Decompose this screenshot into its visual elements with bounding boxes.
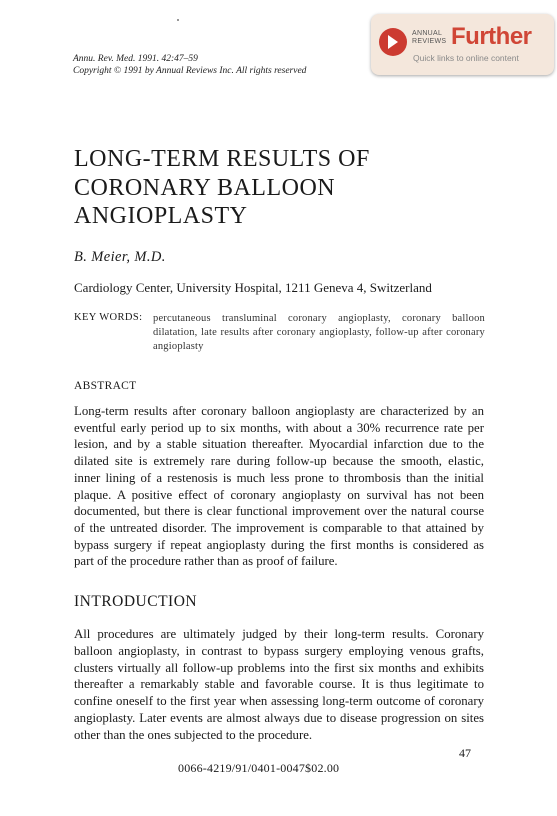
scan-speck bbox=[177, 19, 179, 21]
copyright-line: Copyright © 1991 by Annual Reviews Inc. All rights reserved bbox=[73, 66, 307, 76]
further-brand: Further bbox=[451, 23, 532, 50]
document-code: 0066-4219/91/0401-0047$02.00 bbox=[178, 761, 340, 775]
keywords-label: KEY WORDS: bbox=[74, 312, 143, 323]
further-badge[interactable] bbox=[371, 14, 554, 75]
abstract-text: Long-term results after coronary balloon angioplasty are characterized by an eventful early period up to six months, with about a 30% recurrence rate per lesion, and by a stable situation thereafter. Myocardial infarction due to the dilated site is extremely rare during follow-up because the smooth, elastic, inner lining of a restenosis is much less prone to thrombosis than the initial plaque. A positive effect of coronary angioplasty on survival has not been documented, but there is clear functional improvement over the natural course of the untreated disorder. The improvement is comparable to that attained by bypass surgery if repeat angioplasty during the first months is considered as part of the procedure rather than as proof of failure. bbox=[74, 404, 484, 569]
abstract-heading: ABSTRACT bbox=[74, 380, 137, 392]
affiliation: Cardiology Center, University Hospital, 1211 Geneva 4, Switzerland bbox=[74, 280, 432, 295]
journal-citation bbox=[73, 53, 306, 77]
introduction-text: All procedures are ultimately judged by their long-term results. Coronary balloon angioplasty, in contrast to bypass surgery employing venous grafts, clusters virtually all follow-up problems into the first six months and exhibits thereafter a remarkably stable and favorable course. It is thus legitimate to confine oneself to the first year when assessing long-term outcome of coronary angioplasty. Later events are almost always due to disease progression on sites other than the ones subjected to the procedure. bbox=[74, 627, 484, 742]
keywords-text: percutaneous transluminal coronary angioplasty, coronary balloon dilatation, late results after coronary angioplasty, follow-up after coronary angioplasty bbox=[153, 313, 485, 353]
journal-citation-line: Annu. Rev. Med. 1991. 42:47–59 bbox=[73, 54, 198, 64]
author: B. Meier, M.D. bbox=[74, 249, 166, 265]
further-tagline: Quick links to online content bbox=[413, 53, 519, 63]
introduction-heading: INTRODUCTION bbox=[74, 593, 198, 610]
arrow-icon bbox=[379, 28, 407, 56]
article-title: LONG-TERM RESULTS OF CORONARY BALLOON ANGIOPLASTY bbox=[74, 146, 370, 229]
page-number: 47 bbox=[459, 746, 471, 760]
annual-reviews-logo: ANNUAL REVIEWS bbox=[412, 30, 447, 45]
